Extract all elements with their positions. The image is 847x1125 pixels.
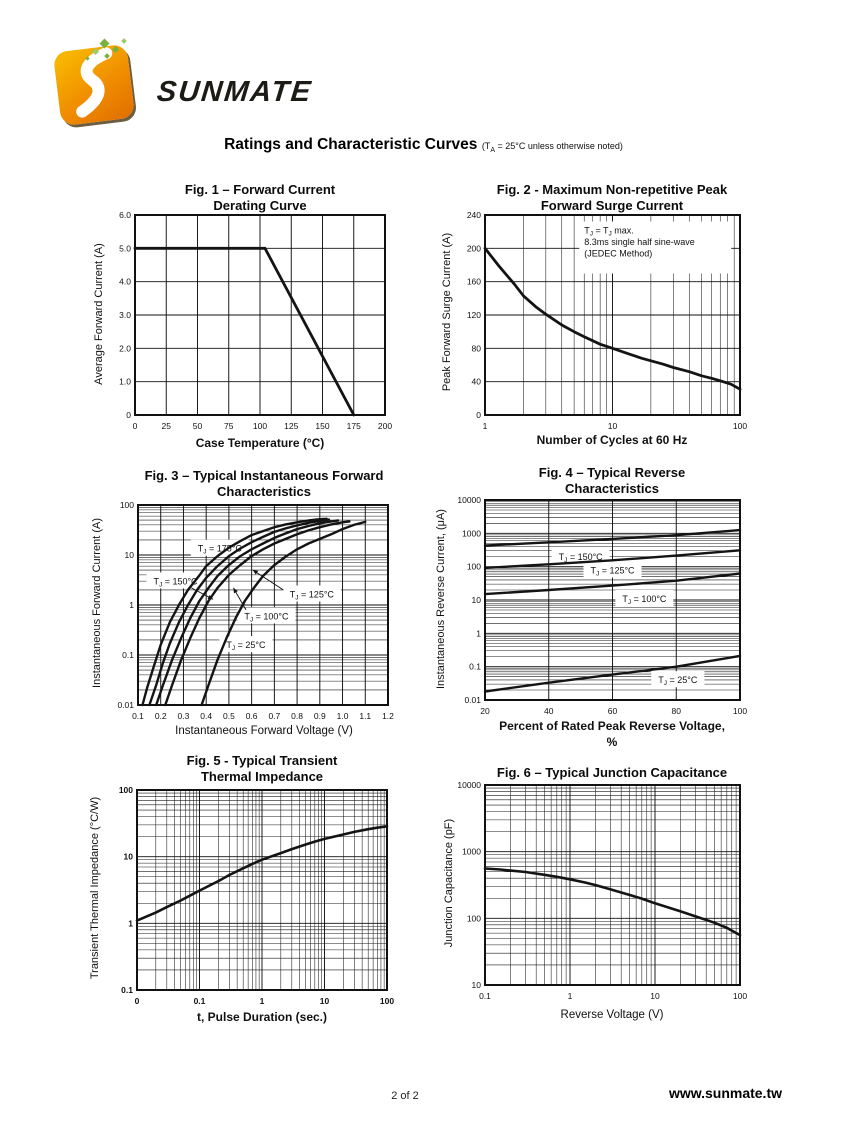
fig1-title-line2: Derating Curve [213, 198, 307, 214]
page-title [0, 136, 847, 154]
fig4-plot [439, 495, 748, 720]
fig2-y-axis-label: Peak Forward Surge Current (A) [441, 232, 453, 392]
fig2-title-line2: Forward Surge Current [540, 198, 684, 214]
svg-text:80: 80 [471, 343, 481, 354]
svg-text:175: 175 [346, 421, 361, 431]
svg-text:0.5: 0.5 [222, 711, 235, 721]
svg-text:100: 100 [119, 500, 134, 510]
svg-text:0.1: 0.1 [193, 996, 206, 1006]
fig3-plot [92, 500, 396, 725]
svg-text:10: 10 [607, 421, 618, 431]
svg-text:TJ = 175°C: $T_J = 175^\circ C$ [197, 543, 242, 556]
svg-text:1: 1 [128, 918, 133, 929]
svg-text:TJ = 25°C: $T_J = 25^\circ C$ [658, 675, 698, 688]
svg-text:10: 10 [471, 595, 481, 605]
fig4-title-line2: Characteristics [565, 481, 659, 497]
svg-text:1000: 1000 [462, 846, 481, 857]
svg-text:0: 0 [126, 410, 131, 420]
svg-text:20: 20 [480, 706, 490, 716]
svg-text:40: 40 [544, 706, 554, 716]
svg-text:10: 10 [123, 851, 133, 862]
svg-text:100: 100 [379, 996, 395, 1006]
svg-text:1.2: 1.2 [382, 711, 394, 721]
fig5-title [112, 753, 412, 786]
svg-text:0.01: 0.01 [464, 695, 481, 705]
svg-text:0.1: 0.1 [469, 661, 481, 672]
svg-text:200: 200 [377, 421, 393, 431]
fig6-title-line1: Fig. 6 – Typical Junction Capacitance [496, 765, 728, 780]
svg-text:1: 1 [129, 600, 134, 610]
logo-wordmark: SUNMATE [155, 76, 314, 108]
svg-text:1: 1 [567, 991, 573, 1001]
fig5-y-axis-label: Transient Thermal Impedance (°C/W) [89, 796, 101, 980]
svg-text:6.0: 6.0 [119, 210, 131, 220]
fig1-x-axis-label: Case Temperature (°C) [195, 436, 325, 450]
svg-text:8.3ms single half sine-wave: 8.3ms single half sine-wave [584, 237, 695, 247]
note-suffix: = 25°C unless otherwise noted) [494, 141, 623, 151]
svg-text:1.0: 1.0 [336, 711, 349, 721]
fig3-title-line2: Characteristics [217, 484, 311, 500]
svg-text:0.2: 0.2 [154, 711, 167, 721]
svg-text:1: 1 [482, 421, 488, 431]
svg-text:100: 100 [466, 913, 481, 924]
sunmate-logo [55, 36, 355, 136]
svg-text:TJ = 150°C: $T_J = 150^\circ C$ [558, 551, 603, 564]
svg-text:0: 0 [134, 996, 140, 1006]
fig2-x-axis-label: Number of Cycles at 60 Hz [536, 433, 688, 447]
svg-text:120: 120 [466, 310, 481, 320]
fig4-title [462, 465, 762, 498]
svg-text:0.6: 0.6 [245, 711, 258, 721]
svg-text:2.0: 2.0 [119, 343, 131, 354]
note-prefix: (T [481, 141, 491, 151]
fig6-y-axis-label: Junction Capacitance (pF) [443, 818, 455, 948]
svg-text:60: 60 [607, 706, 618, 716]
svg-text:240: 240 [466, 210, 481, 220]
fig1-y-axis-label: Average Forward Current (A) [93, 243, 105, 385]
footer-website: www.sunmate.tw [668, 1085, 782, 1101]
logo-mark-icon [53, 44, 135, 126]
svg-text:TJ = 125°C: $T_J = 125^\circ C$ [289, 589, 334, 602]
svg-text:10: 10 [471, 980, 481, 990]
svg-text:50: 50 [192, 421, 203, 431]
fig4-y-axis-label: Instantaneous Reverse Current, (μA) [435, 509, 447, 689]
svg-text:100: 100 [252, 421, 268, 431]
svg-text:25: 25 [161, 421, 171, 431]
fig4-x-axis-label [462, 719, 762, 750]
svg-text:0.7: 0.7 [268, 711, 281, 721]
svg-text:TJ = TJ max.: $T_J = T_J$ max. [584, 225, 634, 238]
page-title-note [481, 141, 623, 154]
svg-text:0.1: 0.1 [122, 650, 134, 660]
svg-text:10000: 10000 [457, 780, 481, 790]
fig3-y-axis-label: Instantaneous Forward Current (A) [91, 518, 103, 688]
svg-text:160: 160 [466, 276, 481, 287]
svg-text:100: 100 [732, 706, 748, 716]
svg-text:(JEDEC Method): (JEDEC Method) [584, 248, 653, 259]
s-swoosh-icon [53, 44, 135, 126]
svg-text:40: 40 [471, 376, 481, 387]
fig4-x-axis-label-line1: Percent of Rated Peak Reverse Voltage, [499, 719, 725, 733]
fig6-plot [439, 780, 748, 1005]
svg-text:0.8: 0.8 [291, 711, 304, 721]
svg-text:1: 1 [476, 628, 481, 639]
fig4-title-line1: Fig. 4 – Typical Reverse [538, 465, 686, 480]
svg-text:10: 10 [319, 996, 330, 1006]
svg-text:0: 0 [476, 410, 481, 420]
svg-text:0: 0 [132, 421, 138, 431]
fig6-title [462, 765, 762, 781]
svg-text:TJ = 125°C: $T_J = 125^\circ C$ [590, 565, 635, 578]
fig5-x-axis-label: t, Pulse Duration (sec.) [196, 1010, 328, 1024]
svg-text:125: 125 [284, 421, 299, 431]
svg-text:5.0: 5.0 [119, 243, 131, 254]
svg-text:10: 10 [650, 991, 660, 1001]
svg-text:0.1: 0.1 [479, 991, 491, 1001]
fig6-x-axis-label: Reverse Voltage (V) [560, 1009, 664, 1021]
svg-text:4.0: 4.0 [119, 276, 131, 287]
page-title-text: Ratings and Characteristic Curves [224, 136, 478, 153]
fig2-title-line1: Fig. 2 - Maximum Non-repetitive Peak [496, 182, 728, 197]
note-subscript: A [490, 146, 495, 154]
svg-text:TJ = 100°C: $T_J = 100^\circ C$ [244, 611, 289, 624]
fig3-title [114, 468, 414, 501]
svg-text:3.0: 3.0 [119, 310, 131, 320]
fig5-title-line2: Thermal Impedance [200, 769, 324, 785]
svg-text:1.0: 1.0 [119, 376, 131, 387]
svg-text:0.01: 0.01 [117, 700, 134, 710]
svg-text:1: 1 [259, 996, 265, 1006]
fig3-title-line1: Fig. 3 – Typical Instantaneous Forward [144, 468, 384, 483]
svg-text:0.1: 0.1 [132, 711, 144, 721]
svg-text:100: 100 [732, 991, 748, 1001]
svg-text:TJ = 25°C: $T_J = 25^\circ C$ [226, 640, 266, 653]
svg-text:100: 100 [466, 561, 481, 572]
fig5-plot [91, 785, 395, 1010]
svg-text:80: 80 [671, 706, 681, 716]
svg-text:75: 75 [224, 421, 234, 431]
svg-text:0.1: 0.1 [121, 985, 133, 995]
fig2-plot [439, 210, 748, 435]
fig1-title-line1: Fig. 1 – Forward Current [184, 182, 336, 197]
svg-text:10: 10 [124, 550, 134, 560]
svg-text:TJ = 150°C: $T_J = 150^\circ C$ [153, 576, 198, 589]
fig5-title-line1: Fig. 5 - Typical Transient [186, 753, 338, 768]
svg-text:1.1: 1.1 [359, 711, 372, 721]
svg-text:200: 200 [466, 243, 481, 254]
svg-text:150: 150 [315, 421, 330, 431]
svg-text:10000: 10000 [457, 495, 481, 505]
footer-page-number: 2 of 2 [391, 1090, 419, 1102]
svg-text:0.4: 0.4 [200, 711, 213, 721]
svg-text:0.3: 0.3 [177, 711, 190, 721]
svg-text:0.9: 0.9 [313, 711, 326, 721]
fig4-x-axis-label-line2: % [606, 734, 618, 749]
fig3-x-axis-label: Instantaneous Forward Voltage (V) [175, 725, 353, 737]
svg-text:100: 100 [118, 785, 133, 795]
svg-text:1000: 1000 [462, 528, 481, 539]
fig1-plot [89, 210, 393, 435]
svg-text:100: 100 [732, 421, 748, 431]
svg-text:TJ = 100°C: $T_J = 100^\circ C$ [622, 593, 667, 606]
